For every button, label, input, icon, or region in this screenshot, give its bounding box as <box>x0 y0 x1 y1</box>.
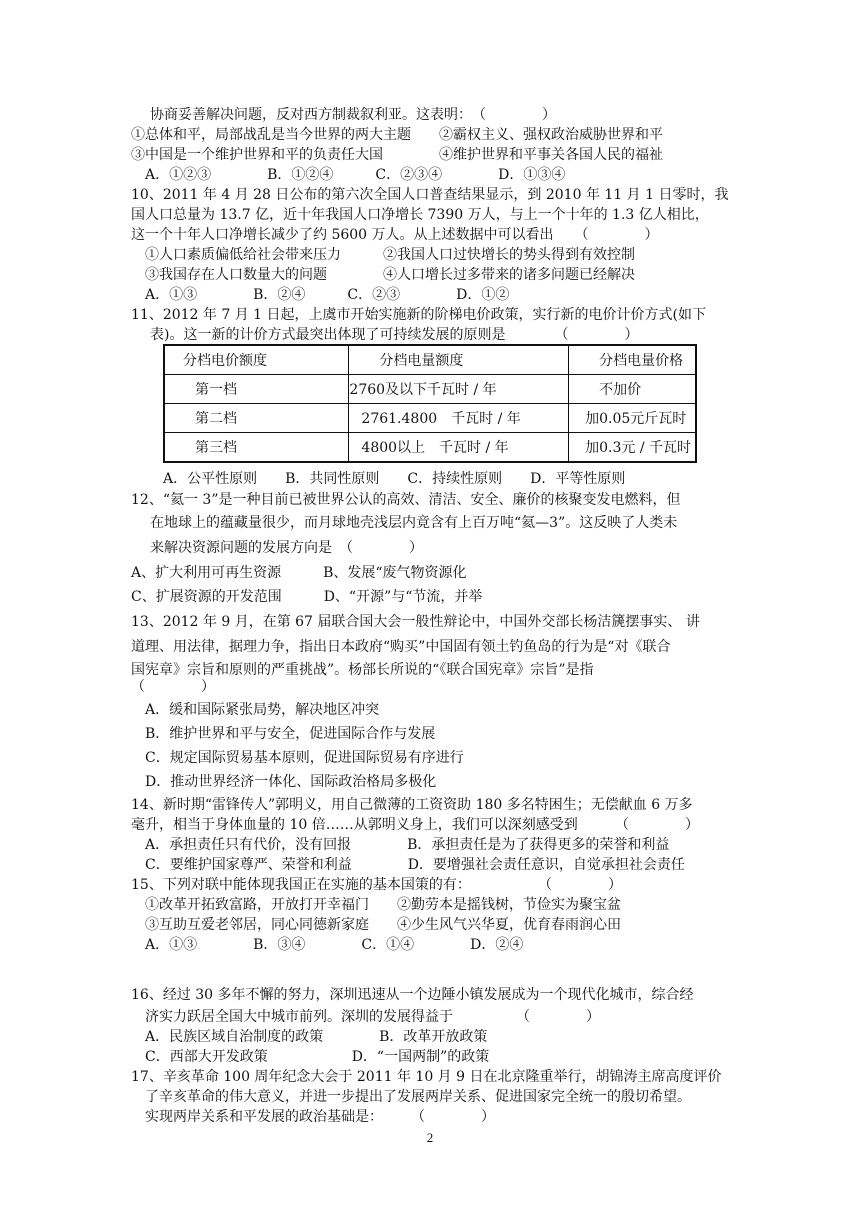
text-line: B．维护世界和平与安全，促进国际合作与发展 <box>145 726 436 742</box>
electricity-price-table <box>163 344 697 463</box>
text-line: 表)。这一新的计价方式最突出体现了可持续发展的原则是 （ ） <box>150 327 639 343</box>
text-line: A．民族区域自治制度的政策 B．改革开放政策 <box>145 1029 488 1045</box>
text-line: 济实力跃居全国大中城市前列。深圳的发展得益于 （ ） <box>145 1009 600 1025</box>
question-10: 10、2011 年 4 月 28 日公布的第六次全国人口普查结果显示，到 2010 年 11 月 1 日零时，我 <box>131 187 729 203</box>
page-number: 2 <box>426 1130 434 1145</box>
text-line: ①总体和平，局部战乱是当今世界的两大主题 ②霸权主义、强权政治威胁世界和平 <box>131 127 663 143</box>
text-line: 国人口总量为 13.7 亿，近十年我国人口净增长 7390 万人，与上一个十年的 1.3 亿人相比， <box>131 207 709 223</box>
question-14: 14、新时期“雷锋传人”郭明义，用自己微薄的工资资助 180 多名特困生；无偿献血 6 万多 <box>131 797 693 813</box>
text-line: A．①②③ B．①②④ C．②③④ D．①③④ <box>145 167 566 183</box>
question-11: 11、2012 年 7 月 1 日起，上虞市开始实施新的阶梯电价政策，实行新的电价计价方式(如下 <box>131 307 706 323</box>
table-cell: 2760及以下千瓦时 / 年 <box>349 375 569 404</box>
text-line: 毫升，相当于身体血量的 10 倍……从郭明义身上，我们可以深刻感受到 <box>131 817 578 833</box>
table-cell: 分档电价额度 <box>164 345 349 375</box>
text-line: D．推动世界经济一体化、国际政治格局多极化 <box>145 774 437 790</box>
text-line: ③中国是一个维护世界和平的负责任大国 ④维护世界和平事关各国人民的福祉 <box>131 147 663 163</box>
answer-paren: （ ） <box>538 877 622 893</box>
text-line: 协商妥善解决问题，反对西方制裁叙利亚。这表明： （ ） <box>150 107 556 123</box>
table-row <box>164 433 696 463</box>
question-15: 15、下列对联中能体现我国正在实施的基本国策的有： <box>131 877 471 893</box>
table-cell: 加0.05元斤瓦时 <box>569 404 696 433</box>
text-line: ③我国存在人口数量大的问题 ④人口增长过多带来的诸多问题已经解决 <box>145 267 635 283</box>
table-cell: 第三档 <box>164 433 349 463</box>
text-line: C．规定国际贸易基本原则，促进国际贸易有序进行 <box>145 750 464 766</box>
text-line: A．①③ B．②④ C．②③ D．①② <box>145 287 510 303</box>
text-line: C．要维护国家尊严、荣誉和利益 D．要增强社会责任意识，自觉承担社会责任 <box>145 857 685 873</box>
table-row <box>164 404 696 433</box>
text-line: 来解决资源问题的发展方向是 （ ） <box>150 540 423 556</box>
table-header-row <box>164 345 696 375</box>
question-17: 17、辛亥革命 100 周年纪念大会于 2011 年 10 月 9 日在北京隆重举行，胡锦涛主席高度评价 <box>131 1069 722 1085</box>
text-line: A．①③ B．③④ C．①④ D．②④ <box>145 937 524 953</box>
text-line: C．西部大开发政策 D．“一国两制”的政策 <box>145 1049 490 1065</box>
text-line: A．承担责任只有代价，没有回报 B．承担责任是为了获得更多的荣誉和利益 <box>145 837 670 853</box>
table-row <box>164 375 696 404</box>
text-line: ③互助互爱老邻居，同心同德新家庭 ④少生风气兴华夏，优育春雨润心田 <box>145 917 621 933</box>
text-line: 国宪章》宗旨和原则的严重挑战”。杨部长所说的“《联合国宪章》宗旨”是指 <box>131 662 594 678</box>
table-cell: 第一档 <box>164 375 349 404</box>
question-13: 13、2012 年 9 月，在第 67 届联合国大会一般性辩论中，中国外交部长杨洁篪摆事实、 讲 <box>131 614 700 630</box>
table-cell: 不加价 <box>569 375 696 404</box>
text-line: 在地球上的蕴藏量很少，而月球地壳浅层内竟含有上百万吨“氦—3”。这反映了人类未 <box>150 515 678 531</box>
text-line: A．缓和国际紧张局势，解决地区冲突 <box>145 702 380 718</box>
table-cell: 分档电量额度 <box>349 345 569 375</box>
text-line: 了辛亥革命的伟大意义，并进一步提出了发展两岸关系、促进国家完全统一的殷切希望。 <box>145 1089 691 1105</box>
text-line: 道理、用法律，据理力争，指出日本政府“购买”中国固有领土钓鱼岛的行为是“对《联合 <box>131 639 671 655</box>
table-cell: 第二档 <box>164 404 349 433</box>
text-line: 实现两岸关系和平发展的政治基础是： （ ） <box>145 1109 495 1125</box>
text-line: 这一个十年人口净增长减少了约 5600 万人。从上述数据中可以看出 （ ） <box>131 227 659 243</box>
table-cell: 4800以上 千瓦时 / 年 <box>349 433 569 463</box>
text-line: ①改革开拓致富路，开放打开幸福门 ②勤劳本是摇钱树，节俭实为聚宝盆 <box>145 897 621 913</box>
table-cell: 分档电量价格 <box>569 345 696 375</box>
text-line: A、扩大利用可再生资源 B、发展“废气物资源化 <box>131 565 467 581</box>
text-line: A．公平性原则 B．共同性原则 C．持续性原则 D．平等性原则 <box>163 471 626 487</box>
question-12: 12、“氦一 3”是一种目前已被世界公认的高效、清洁、安全、廉价的核聚变发电燃料，但 <box>131 492 681 508</box>
question-16: 16、经过 30 多年不懈的努力，深圳迅速从一个边陲小镇发展成为一个现代化城市，综合经 <box>131 987 694 1003</box>
table-cell: 加0.3元 / 千瓦时 <box>569 433 696 463</box>
text-line: ①人口素质偏低给社会带来压力 ②我国人口过快增长的势头得到有效控制 <box>145 247 635 263</box>
answer-paren: （ ） <box>615 817 699 833</box>
table-cell: 2761.4800 千瓦时 / 年 <box>349 404 569 433</box>
text-line: C、扩展资源的开发范围 D、“开源”与“节流，并举 <box>131 589 483 605</box>
text-line: （ ） <box>131 679 215 695</box>
